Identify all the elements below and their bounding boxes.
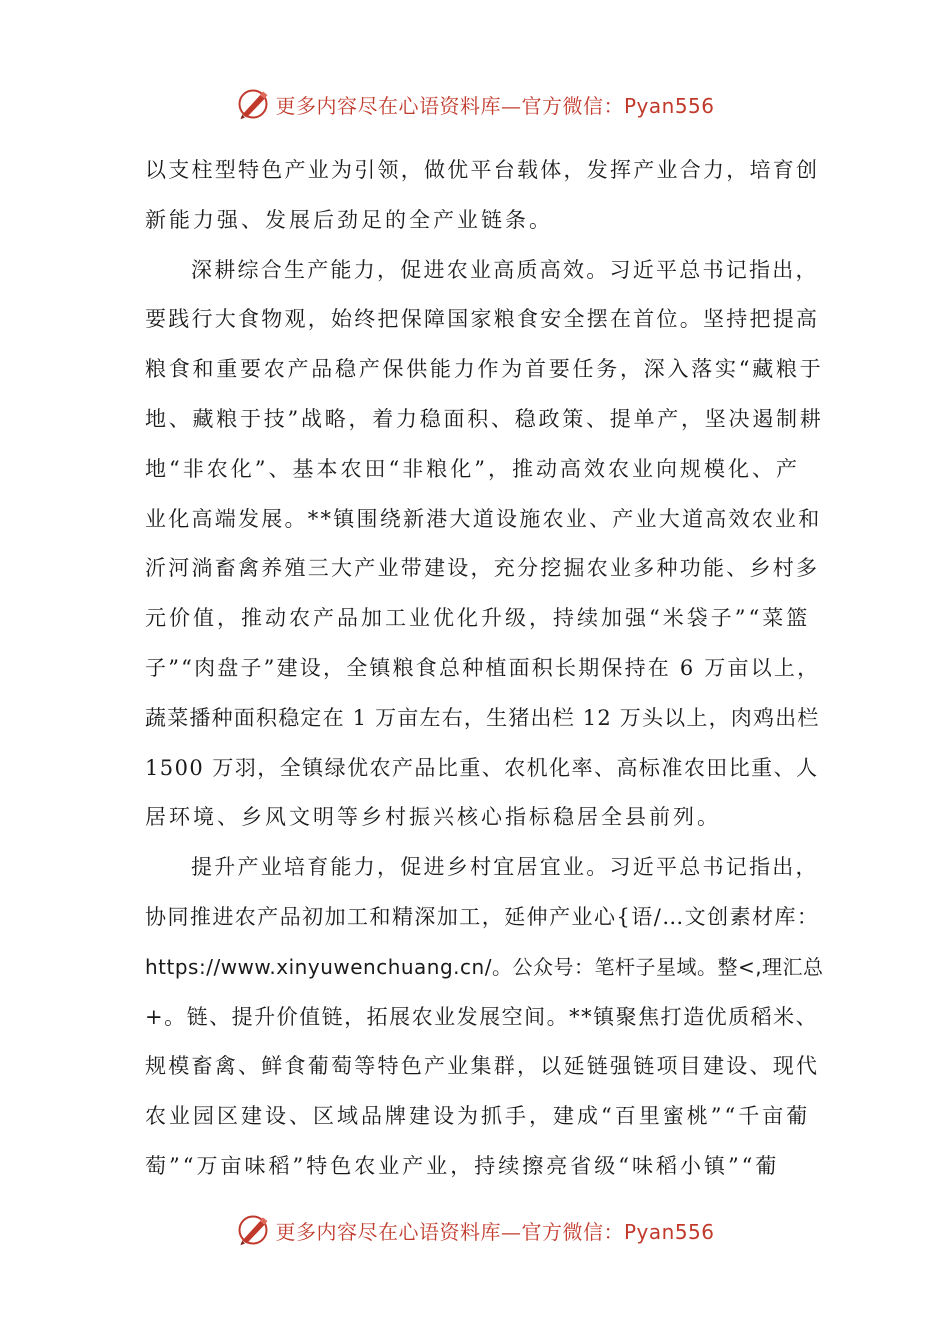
text-line: https://www.xinyuwenchuang.cn/。公众号：笔杆子星域。整<,理汇总 xyxy=(145,954,824,979)
text-line: 萄”“万亩味稻”特色农业产业，持续擦亮省级“味稻小镇”“葡 xyxy=(145,1153,780,1178)
watermark-wechat-id: Pyan556 xyxy=(623,1219,715,1244)
text-line: +。链、提升价值链，拓展农业发展空间。**镇聚焦打造优质稻米、 xyxy=(145,1004,819,1029)
document-body xyxy=(145,146,825,1192)
pen-logo-icon xyxy=(235,1212,271,1248)
paragraph-2 xyxy=(145,246,825,844)
watermark-banner-bottom xyxy=(0,1210,950,1250)
paragraph-1 xyxy=(145,146,825,246)
text-line: 新能力强、发展后劲足的全产业链条。 xyxy=(145,207,553,232)
watermark-wechat-id: Pyan556 xyxy=(623,93,715,118)
paragraph-3 xyxy=(145,843,825,1192)
text-line: 协同推进农产品初加工和精深加工，延伸产业心{语/…文创素材库： xyxy=(145,904,820,929)
text-line: 1500 万羽，全镇绿优农产品比重、农机化率、高标准农田比重、人 xyxy=(145,755,819,780)
text-line: 蔬菜播种面积稳定在 1 万亩左右，生猪出栏 12 万头以上，肉鸡出栏 xyxy=(145,705,820,730)
pen-logo-icon xyxy=(235,86,271,122)
text-line: 沂河淌畜禽养殖三大产业带建设，充分挖掘农业多种功能、乡村多 xyxy=(145,556,820,581)
text-line: 地“非农化”、基本农田“非粮化”，推动高效农业向规模化、产 xyxy=(145,456,800,481)
text-line: 农业园区建设、区域品牌建设为抓手，建成“百里蜜桃”“千亩葡 xyxy=(145,1104,811,1129)
text-line: 粮食和重要农产品稳产保供能力作为首要任务，深入落实“藏粮于 xyxy=(145,357,824,382)
text-line: 地、藏粮于技”战略，着力稳面积、稳政策、提单产，坚决遏制耕 xyxy=(145,406,824,431)
watermark-dash: — xyxy=(500,1219,522,1244)
watermark-main-text: 更多内容尽在心语资料库 xyxy=(275,93,501,118)
text-line: 业化高端发展。**镇围绕新港大道设施农业、产业大道高效农业和 xyxy=(145,506,822,531)
text-line: 规模畜禽、鲜食葡萄等特色产业集群，以延链强链项目建设、现代 xyxy=(145,1054,820,1079)
text-line: 元价值，推动农产品加工业优化升级，持续加强“米袋子”“菜篮 xyxy=(145,606,811,631)
watermark-wechat-label: 官方微信： xyxy=(521,1219,624,1244)
watermark-dash: — xyxy=(500,93,522,118)
text-line: 子”“肉盘子”建设，全镇粮食总种植面积长期保持在 6 万亩以上， xyxy=(145,655,821,680)
text-line: 以支柱型特色产业为引领，做优平台载体，发挥产业合力，培育创 xyxy=(145,158,820,182)
watermark-banner-top xyxy=(0,84,950,124)
text-line: 提升产业培育能力，促进乡村宜居宜业。习近平总书记指出， xyxy=(191,855,819,880)
watermark-wechat-label: 官方微信： xyxy=(521,93,624,118)
text-line: 深耕综合生产能力，促进农业高质高效。习近平总书记指出， xyxy=(191,257,819,282)
text-line: 居环境、乡风文明等乡村振兴核心指标稳居全县前列。 xyxy=(145,805,721,830)
watermark-main-text: 更多内容尽在心语资料库 xyxy=(275,1219,501,1244)
text-line: 要践行大食物观，始终把保障国家粮食安全摆在首位。坚持把提高 xyxy=(145,307,820,332)
